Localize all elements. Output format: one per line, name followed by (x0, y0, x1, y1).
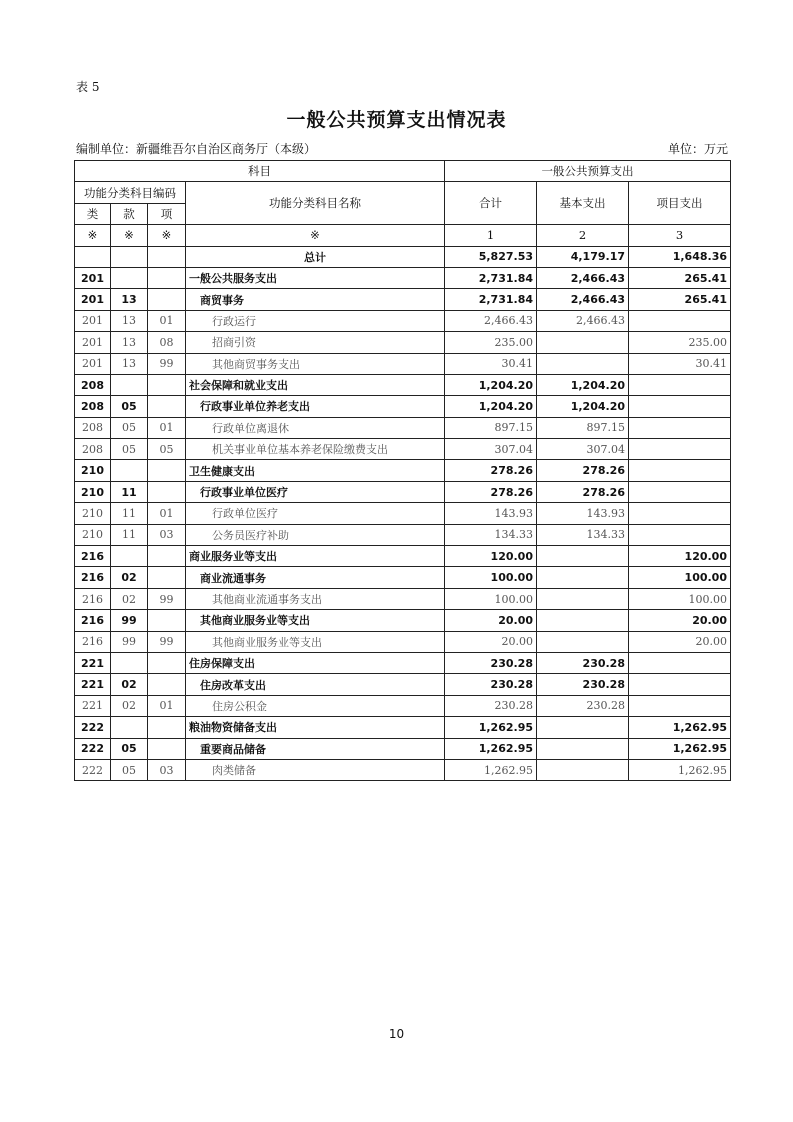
cell-project: 120.00 (629, 546, 731, 567)
cell-project (629, 481, 731, 502)
cell-project: 20.00 (629, 631, 731, 652)
cell-basic (537, 610, 629, 631)
cell-lei: 208 (75, 374, 111, 395)
cell-xiang: 08 (148, 332, 186, 353)
cell-lei: 221 (75, 674, 111, 695)
table-row (75, 481, 731, 502)
cell-name: 其他商业服务业等支出 (186, 631, 445, 652)
cell-project: 1,262.95 (629, 759, 731, 780)
cell-basic (537, 717, 629, 738)
cell-xiang: 01 (148, 695, 186, 716)
table-row (75, 610, 731, 631)
cell-xiang (148, 652, 186, 673)
cell-lei: 216 (75, 546, 111, 567)
header-row-1 (75, 161, 731, 182)
cell-lei: 201 (75, 353, 111, 374)
cell-project: 265.41 (629, 289, 731, 310)
cell-lei: 216 (75, 567, 111, 588)
cell-xiang (148, 481, 186, 502)
cell-project: 100.00 (629, 588, 731, 609)
cell-basic (537, 546, 629, 567)
cell-total: 20.00 (445, 610, 537, 631)
cell-total: 235.00 (445, 332, 537, 353)
cell-basic: 2,466.43 (537, 289, 629, 310)
table-row (75, 546, 731, 567)
cell-basic: 2,466.43 (537, 310, 629, 331)
cell-total: 278.26 (445, 460, 537, 481)
header-name: 功能分类科目名称 (186, 182, 445, 225)
cell-basic (537, 759, 629, 780)
table-row (75, 503, 731, 524)
cell-xiang (148, 267, 186, 288)
total-project: 1,648.36 (629, 246, 731, 267)
table-row (75, 695, 731, 716)
cell-name: 肉类储备 (186, 759, 445, 780)
cell-project (629, 439, 731, 460)
cell-kuan: 99 (111, 631, 148, 652)
budget-table (74, 160, 731, 781)
cell-xiang: 99 (148, 353, 186, 374)
page-number: 10 (388, 1027, 405, 1041)
table-row (75, 353, 731, 374)
cell-lei: 222 (75, 717, 111, 738)
cell-basic (537, 332, 629, 353)
cell-xiang: 03 (148, 759, 186, 780)
table-row (75, 759, 731, 780)
cell-total: 30.41 (445, 353, 537, 374)
cell-kuan: 05 (111, 439, 148, 460)
cell-xiang (148, 610, 186, 631)
cell-name: 行政单位医疗 (186, 503, 445, 524)
cell-lei: 210 (75, 460, 111, 481)
cell-lei: 208 (75, 396, 111, 417)
cell-xiang (148, 738, 186, 759)
cell-name: 行政事业单位养老支出 (186, 396, 445, 417)
unit-label: 单位：万元 (667, 142, 728, 156)
org-name: 编制单位：新疆维吾尔自治区商务厅（本级） (76, 142, 317, 156)
cell-basic: 134.33 (537, 524, 629, 545)
mark-kuan: ※ (111, 225, 148, 246)
cell-lei: 221 (75, 652, 111, 673)
cell-kuan: 11 (111, 481, 148, 502)
cell-project: 235.00 (629, 332, 731, 353)
cell-xiang: 99 (148, 631, 186, 652)
cell-xiang: 03 (148, 524, 186, 545)
cell-total: 897.15 (445, 417, 537, 438)
cell-project (629, 310, 731, 331)
table-row (75, 310, 731, 331)
cell-name: 住房保障支出 (186, 652, 445, 673)
cell-xiang (148, 396, 186, 417)
cell-name: 商业流通事务 (186, 567, 445, 588)
cell-basic (537, 588, 629, 609)
cell-total: 278.26 (445, 481, 537, 502)
cell-lei: 222 (75, 738, 111, 759)
cell-project: 100.00 (629, 567, 731, 588)
cell-basic: 307.04 (537, 439, 629, 460)
cell-kuan: 02 (111, 695, 148, 716)
table-row (75, 267, 731, 288)
table-row (75, 738, 731, 759)
cell-lei: 201 (75, 289, 111, 310)
header-basic: 基本支出 (537, 182, 629, 225)
cell-xiang (148, 374, 186, 395)
header-lei: 类 (75, 203, 111, 224)
cell-lei: 221 (75, 695, 111, 716)
cell-xiang: 01 (148, 503, 186, 524)
cell-xiang (148, 460, 186, 481)
cell-total: 143.93 (445, 503, 537, 524)
cell-basic: 897.15 (537, 417, 629, 438)
cell-name: 公务员医疗补助 (186, 524, 445, 545)
total-name: 总计 (186, 246, 445, 267)
cell-name: 住房改革支出 (186, 674, 445, 695)
cell-kuan: 13 (111, 353, 148, 374)
cell-xiang (148, 567, 186, 588)
cell-project (629, 417, 731, 438)
table-row (75, 439, 731, 460)
cell-name: 商贸事务 (186, 289, 445, 310)
cell-total: 100.00 (445, 567, 537, 588)
table-row (75, 396, 731, 417)
cell-basic: 230.28 (537, 695, 629, 716)
header-code-group: 功能分类科目编码 (75, 182, 186, 203)
cell-basic: 230.28 (537, 674, 629, 695)
cell-total: 1,262.95 (445, 759, 537, 780)
cell-total: 230.28 (445, 652, 537, 673)
cell-total: 134.33 (445, 524, 537, 545)
mark-xiang: ※ (148, 225, 186, 246)
cell-name: 住房公积金 (186, 695, 445, 716)
cell-name: 粮油物资储备支出 (186, 717, 445, 738)
cell-kuan (111, 652, 148, 673)
cell-total: 120.00 (445, 546, 537, 567)
cell-project (629, 460, 731, 481)
cell-total: 307.04 (445, 439, 537, 460)
mark-lei: ※ (75, 225, 111, 246)
cell-lei: 208 (75, 417, 111, 438)
cell-name: 行政事业单位医疗 (186, 481, 445, 502)
header-xiang: 项 (148, 203, 186, 224)
cell-basic (537, 631, 629, 652)
cell-total: 2,731.84 (445, 289, 537, 310)
cell-xiang (148, 289, 186, 310)
cell-kuan: 05 (111, 396, 148, 417)
cell-kuan: 11 (111, 524, 148, 545)
cell-lei: 201 (75, 332, 111, 353)
table-row (75, 631, 731, 652)
cell-name: 招商引资 (186, 332, 445, 353)
cell-total: 20.00 (445, 631, 537, 652)
cell-kuan: 05 (111, 759, 148, 780)
cell-xiang (148, 674, 186, 695)
cell-project (629, 674, 731, 695)
table-row (75, 588, 731, 609)
index-3: 3 (629, 225, 731, 246)
cell-lei: 210 (75, 503, 111, 524)
cell-project: 20.00 (629, 610, 731, 631)
cell-total: 2,466.43 (445, 310, 537, 331)
cell-name: 行政运行 (186, 310, 445, 331)
cell-kuan: 99 (111, 610, 148, 631)
cell-basic: 278.26 (537, 460, 629, 481)
cell-name: 行政单位离退休 (186, 417, 445, 438)
cell-project: 30.41 (629, 353, 731, 374)
header-kuan: 款 (111, 203, 148, 224)
cell-xiang: 01 (148, 310, 186, 331)
cell-project (629, 652, 731, 673)
total-xiang (148, 246, 186, 267)
table-row (75, 417, 731, 438)
cell-basic (537, 353, 629, 374)
cell-total: 100.00 (445, 588, 537, 609)
cell-basic: 143.93 (537, 503, 629, 524)
cell-name: 一般公共服务支出 (186, 267, 445, 288)
cell-kuan: 11 (111, 503, 148, 524)
cell-lei: 216 (75, 610, 111, 631)
header-subject: 科目 (75, 161, 445, 182)
cell-total: 1,262.95 (445, 717, 537, 738)
total-row (75, 246, 731, 267)
cell-lei: 222 (75, 759, 111, 780)
cell-xiang: 05 (148, 439, 186, 460)
cell-kuan (111, 374, 148, 395)
cell-lei: 210 (75, 481, 111, 502)
cell-kuan (111, 267, 148, 288)
cell-lei: 201 (75, 310, 111, 331)
table-row (75, 567, 731, 588)
cell-project: 1,262.95 (629, 738, 731, 759)
page-title: 一般公共预算支出情况表 (286, 109, 507, 131)
cell-basic: 230.28 (537, 652, 629, 673)
cell-kuan: 13 (111, 332, 148, 353)
cell-basic: 1,204.20 (537, 396, 629, 417)
cell-project (629, 524, 731, 545)
table-row (75, 652, 731, 673)
cell-name: 其他商贸事务支出 (186, 353, 445, 374)
cell-total: 1,204.20 (445, 374, 537, 395)
cell-kuan: 02 (111, 674, 148, 695)
table-row (75, 460, 731, 481)
cell-total: 1,262.95 (445, 738, 537, 759)
total-sum: 5,827.53 (445, 246, 537, 267)
index-1: 1 (445, 225, 537, 246)
table-row (75, 524, 731, 545)
cell-lei: 210 (75, 524, 111, 545)
cell-kuan: 02 (111, 588, 148, 609)
cell-basic (537, 567, 629, 588)
cell-kuan: 13 (111, 289, 148, 310)
cell-basic (537, 738, 629, 759)
cell-lei: 201 (75, 267, 111, 288)
cell-project (629, 503, 731, 524)
cell-xiang: 99 (148, 588, 186, 609)
cell-total: 2,731.84 (445, 267, 537, 288)
cell-kuan (111, 717, 148, 738)
cell-kuan: 05 (111, 738, 148, 759)
cell-lei: 216 (75, 631, 111, 652)
header-project: 项目支出 (629, 182, 731, 225)
cell-kuan (111, 460, 148, 481)
cell-project (629, 396, 731, 417)
cell-project (629, 374, 731, 395)
cell-total: 230.28 (445, 695, 537, 716)
cell-kuan: 05 (111, 417, 148, 438)
table-row (75, 332, 731, 353)
cell-xiang (148, 546, 186, 567)
total-kuan (111, 246, 148, 267)
cell-name: 商业服务业等支出 (186, 546, 445, 567)
header-budget-group: 一般公共预算支出 (445, 161, 731, 182)
table-number: 表 5 (76, 80, 100, 94)
header-row-marks (75, 225, 731, 246)
cell-name: 重要商品储备 (186, 738, 445, 759)
table-row (75, 717, 731, 738)
cell-kuan (111, 546, 148, 567)
cell-basic: 2,466.43 (537, 267, 629, 288)
total-basic: 4,179.17 (537, 246, 629, 267)
table-row (75, 674, 731, 695)
cell-total: 230.28 (445, 674, 537, 695)
table-row (75, 374, 731, 395)
header-total: 合计 (445, 182, 537, 225)
cell-name: 其他商业服务业等支出 (186, 610, 445, 631)
total-lei (75, 246, 111, 267)
cell-kuan: 02 (111, 567, 148, 588)
cell-total: 1,204.20 (445, 396, 537, 417)
cell-project (629, 695, 731, 716)
cell-basic: 278.26 (537, 481, 629, 502)
cell-lei: 208 (75, 439, 111, 460)
index-2: 2 (537, 225, 629, 246)
cell-xiang: 01 (148, 417, 186, 438)
cell-name: 机关事业单位基本养老保险缴费支出 (186, 439, 445, 460)
cell-kuan: 13 (111, 310, 148, 331)
cell-project: 1,262.95 (629, 717, 731, 738)
cell-project: 265.41 (629, 267, 731, 288)
cell-name: 卫生健康支出 (186, 460, 445, 481)
cell-lei: 216 (75, 588, 111, 609)
cell-name: 社会保障和就业支出 (186, 374, 445, 395)
cell-name: 其他商业流通事务支出 (186, 588, 445, 609)
header-row-2 (75, 182, 731, 203)
cell-basic: 1,204.20 (537, 374, 629, 395)
cell-xiang (148, 717, 186, 738)
mark-name: ※ (186, 225, 445, 246)
table-row (75, 289, 731, 310)
